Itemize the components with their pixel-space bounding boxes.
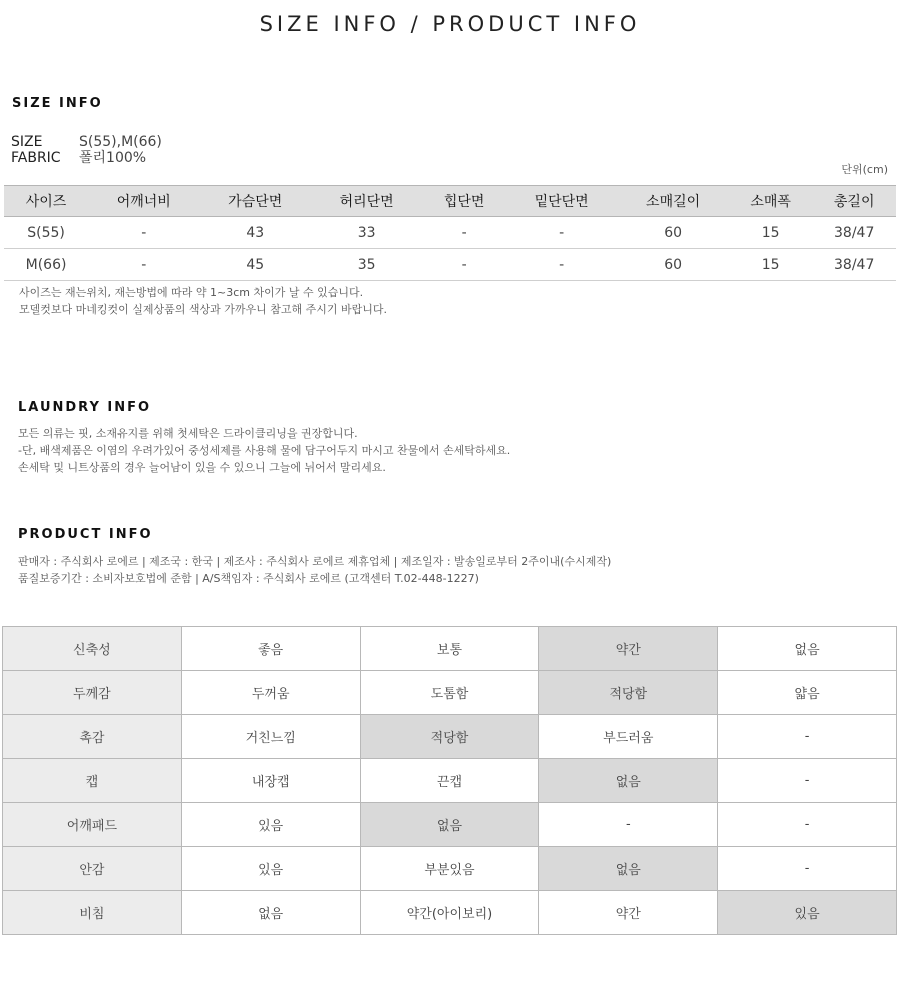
- characteristic-option: 있음: [181, 803, 360, 847]
- characteristic-option-selected: 적당함: [360, 715, 539, 759]
- table-cell: 15: [729, 249, 813, 281]
- laundry-note: 손세탁 및 니트상품의 경우 늘어남이 있을 수 있으니 그늘에 뉘어서 말리세요.: [18, 461, 386, 474]
- table-cell: 45: [200, 249, 311, 281]
- characteristic-option: 얇음: [718, 671, 897, 715]
- characteristic-option: 거친느낌: [181, 715, 360, 759]
- product-info-heading: PRODUCT INFO: [18, 527, 153, 542]
- laundry-info-heading: LAUNDRY INFO: [18, 400, 152, 415]
- characteristic-option: 끈캡: [360, 759, 539, 803]
- characteristic-option: -: [718, 803, 897, 847]
- table-cell: 60: [617, 249, 728, 281]
- table-cell: -: [506, 217, 617, 249]
- characteristics-table: [2, 626, 897, 935]
- characteristic-option: 없음: [181, 891, 360, 935]
- size-spec-row: [11, 134, 162, 150]
- characteristic-option-selected: 없음: [539, 759, 718, 803]
- characteristic-option: 내장캡: [181, 759, 360, 803]
- characteristic-attribute: 신축성: [3, 627, 182, 671]
- size-info-heading: SIZE INFO: [12, 96, 103, 111]
- characteristic-option: -: [718, 715, 897, 759]
- table-cell: 38/47: [812, 249, 896, 281]
- characteristic-option: 두꺼움: [181, 671, 360, 715]
- table-row: [4, 217, 896, 249]
- size-note: 모델컷보다 마네킹컷이 실제상품의 색상과 가까우니 참고해 주시기 바랍니다.: [19, 303, 388, 316]
- table-cell: -: [422, 217, 506, 249]
- laundry-note: 모든 의류는 핏, 소재유지를 위해 첫세탁은 드라이클리닝을 권장합니다.: [18, 427, 358, 440]
- table-cell: 38/47: [812, 217, 896, 249]
- table-cell: 60: [617, 217, 728, 249]
- table-cell: M(66): [4, 249, 88, 281]
- characteristic-option-selected: 약간: [539, 627, 718, 671]
- characteristic-option: -: [718, 847, 897, 891]
- characteristic-attribute: 촉감: [3, 715, 182, 759]
- characteristic-option: 보통: [360, 627, 539, 671]
- characteristic-option-selected: 없음: [360, 803, 539, 847]
- table-cell: 15: [729, 217, 813, 249]
- laundry-note: -단, 배색제품은 이염의 우려가있어 중성세제를 사용해 물에 담구어두지 마시고 찬물에서 손세탁하세요.: [18, 444, 511, 457]
- size-notes: [19, 284, 387, 318]
- unit-label: 단위(cm): [841, 163, 888, 176]
- size-table-header-row: [4, 186, 896, 217]
- characteristic-option: 부드러움: [539, 715, 718, 759]
- page-title: SIZE INFO / PRODUCT INFO: [259, 12, 641, 36]
- column-header: 가슴단면: [200, 186, 311, 217]
- product-note: 품질보증기간 : 소비자보호법에 준함 | A/S책임자 : 주식회사 로에르 (고객센터 T.02-448-1227): [18, 572, 479, 585]
- fabric-value: 폴리100%: [79, 150, 147, 166]
- table-cell: -: [506, 249, 617, 281]
- characteristic-attribute: 두께감: [3, 671, 182, 715]
- characteristic-row: [3, 847, 897, 891]
- characteristic-option-selected: 있음: [718, 891, 897, 935]
- table-cell: S(55): [4, 217, 88, 249]
- characteristic-row: [3, 803, 897, 847]
- characteristic-option: -: [718, 759, 897, 803]
- column-header: 사이즈: [4, 186, 88, 217]
- size-value: S(55),M(66): [79, 134, 162, 150]
- product-note: 판매자 : 주식회사 로에르 | 제조국 : 한국 | 제조사 : 주식회사 로에르 제휴업체 | 제조일자 : 발송일로부터 2주이내(수시제작): [18, 555, 612, 568]
- laundry-notes: [18, 425, 510, 476]
- characteristic-attribute: 비침: [3, 891, 182, 935]
- table-cell: 35: [311, 249, 422, 281]
- characteristic-row: [3, 715, 897, 759]
- table-row: [4, 249, 896, 281]
- characteristic-option: -: [539, 803, 718, 847]
- table-cell: -: [422, 249, 506, 281]
- characteristic-row: [3, 891, 897, 935]
- characteristic-option: 도톰함: [360, 671, 539, 715]
- column-header: 소매길이: [617, 186, 728, 217]
- characteristic-row: [3, 671, 897, 715]
- table-cell: 33: [311, 217, 422, 249]
- characteristic-attribute: 어깨패드: [3, 803, 182, 847]
- column-header: 소매폭: [729, 186, 813, 217]
- characteristic-option: 약간(아이보리): [360, 891, 539, 935]
- column-header: 어깨너비: [88, 186, 199, 217]
- characteristic-attribute: 캡: [3, 759, 182, 803]
- characteristic-option: 좋음: [181, 627, 360, 671]
- table-cell: -: [88, 249, 199, 281]
- characteristic-option-selected: 적당함: [539, 671, 718, 715]
- fabric-spec-row: [11, 150, 162, 166]
- characteristic-option: 있음: [181, 847, 360, 891]
- characteristic-row: [3, 759, 897, 803]
- size-table: [4, 185, 896, 281]
- size-note: 사이즈는 재는위치, 재는방법에 따라 약 1~3cm 차이가 날 수 있습니다.: [19, 286, 364, 299]
- product-notes: [18, 553, 611, 587]
- characteristic-option: 약간: [539, 891, 718, 935]
- characteristic-option: 없음: [718, 627, 897, 671]
- column-header: 허리단면: [311, 186, 422, 217]
- fabric-label: FABRIC: [11, 150, 61, 166]
- column-header: 밑단단면: [506, 186, 617, 217]
- characteristic-option: 부분있음: [360, 847, 539, 891]
- table-cell: 43: [200, 217, 311, 249]
- column-header: 힙단면: [422, 186, 506, 217]
- spec-block: [11, 134, 162, 166]
- characteristic-row: [3, 627, 897, 671]
- characteristic-attribute: 안감: [3, 847, 182, 891]
- table-cell: -: [88, 217, 199, 249]
- characteristic-option-selected: 없음: [539, 847, 718, 891]
- size-label: SIZE: [11, 134, 43, 150]
- column-header: 총길이: [812, 186, 896, 217]
